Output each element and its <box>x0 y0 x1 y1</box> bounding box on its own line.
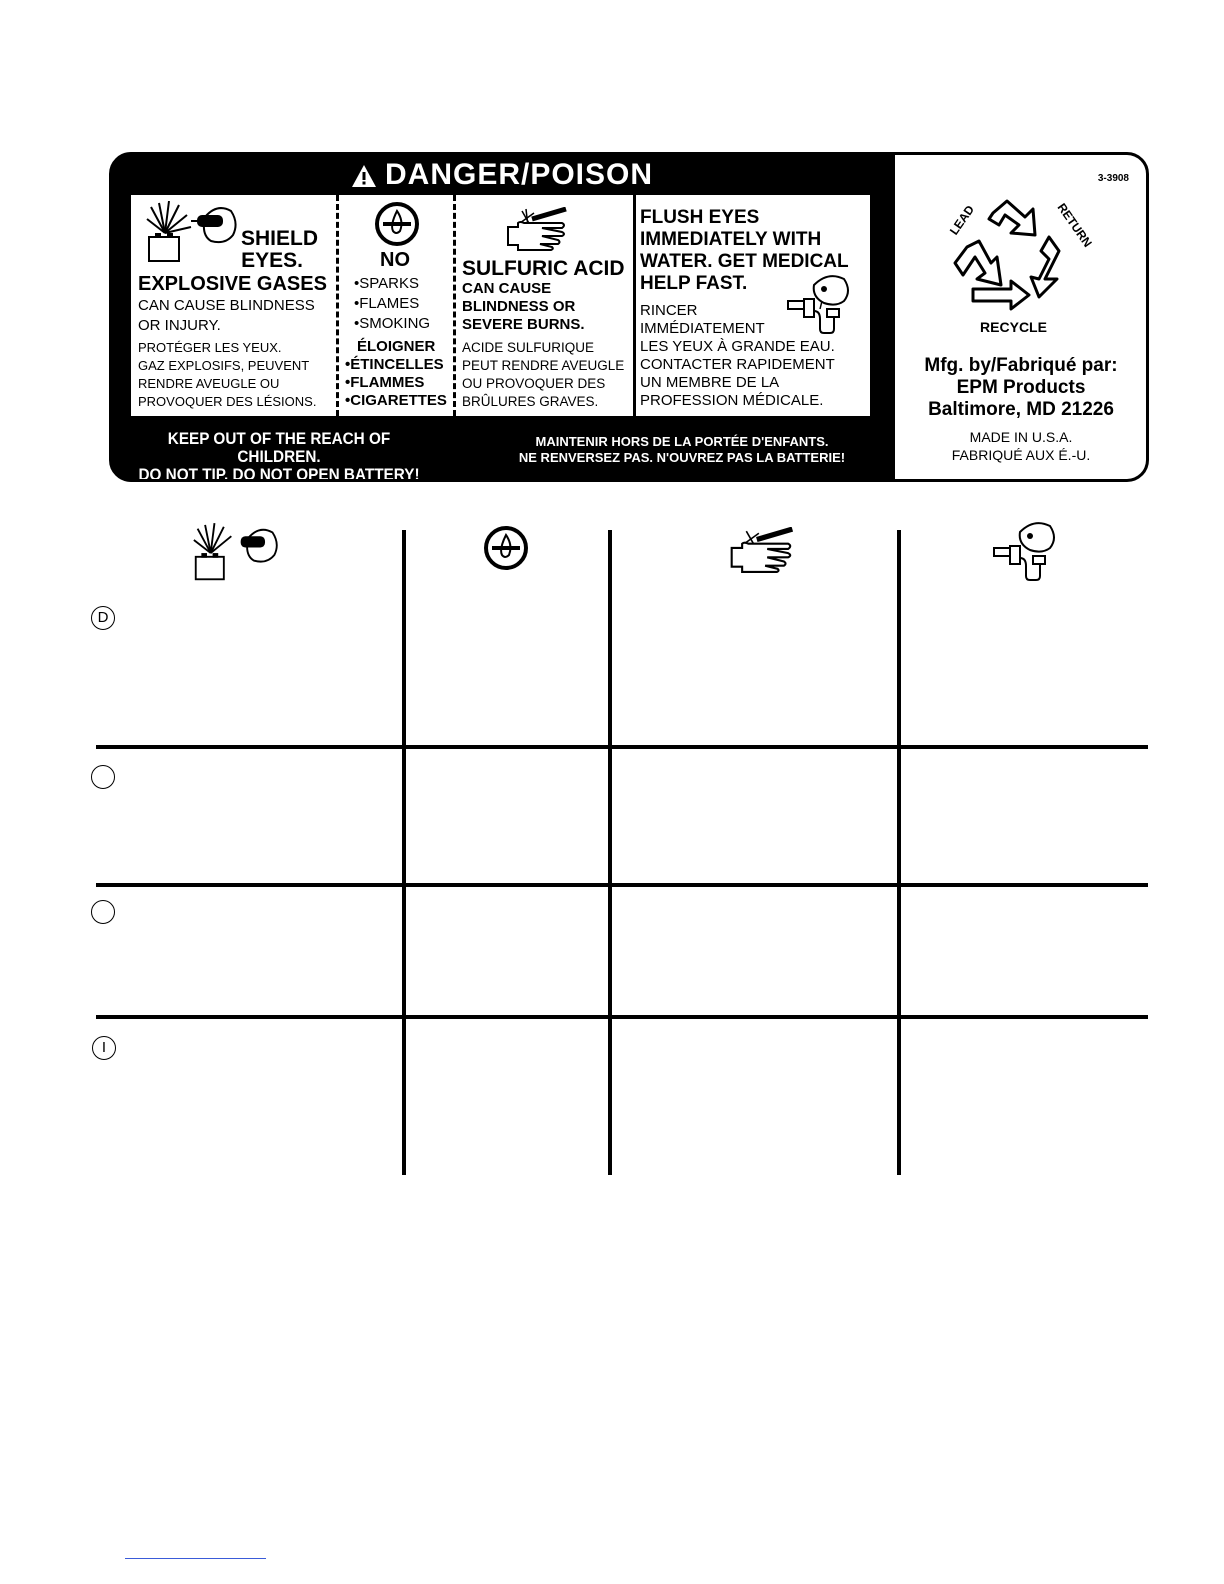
label-warning-area <box>112 155 892 482</box>
footer-link-underline <box>125 1558 266 1559</box>
label-panels <box>131 195 870 416</box>
row-marker: D <box>91 606 115 630</box>
return-text: RETURN <box>1054 200 1095 250</box>
danger-label <box>109 152 1149 482</box>
recycle-panel: 3-3908 LEAD RETURN RECYCLE Mfg. by/Fabriqué par: EPM Products Baltimore, MD 21226 MADE IN U.S.A. FABRIQUÉ AUX É.-U. <box>892 155 1149 479</box>
panel-no-flames: NO •SPARKS •FLAMES •SMOKING ÉLOIGNER •ÉTINCELLES •FLAMMES •CIGARETTES <box>337 195 453 416</box>
table-row-divider <box>96 1015 1148 1019</box>
table-column-divider <box>608 530 612 1175</box>
panel-flush-eyes: FLUSH EYES IMMEDIATELY WITH WATER. GET MEDICAL HELP FAST. RINCER IMMÉDIATEMENT LES YEUX À GRANDE EAU. CONTACTER RAPIDEMENT UN MEMBRE DE LA PROFESSION MÉDICALE. <box>636 195 870 416</box>
recycle-caption: RECYCLE <box>980 319 1047 335</box>
table-column-divider <box>402 530 406 1175</box>
no-heading: NO <box>380 249 410 271</box>
sulfuric-acid-heading: SULFURIC ACID <box>462 257 625 280</box>
heading-eyes: EYES. <box>241 249 303 272</box>
eyewash-faucet-icon <box>784 271 854 337</box>
explosive-gases-heading: EXPLOSIVE GASES <box>138 273 327 295</box>
eyewash-faucet-icon <box>990 518 1060 584</box>
lead-text: LEAD <box>946 202 978 238</box>
part-number: 3-3908 <box>1097 173 1129 184</box>
no-flame-icon <box>374 201 420 247</box>
recycle-icon <box>933 193 1103 317</box>
table-column-divider <box>897 530 901 1175</box>
keep-out-warning: KEEP OUT OF THE REACH OF CHILDREN. DO NOT TIP. DO NOT OPEN BATTERY! <box>138 429 420 482</box>
explosion-goggles-icon <box>145 201 239 267</box>
row-marker <box>91 900 115 924</box>
label-title: DANGER/POISON <box>112 158 892 192</box>
heading-shield: SHIELD <box>241 227 319 250</box>
panel-sulfuric-acid: SULFURIC ACID CAN CAUSE BLINDNESS OR SEVERE BURNS. ACIDE SULFURIQUE PEUT RENDRE AVEUGLE OU PROVOQUER DES BRÛLURES GRAVES. <box>454 195 634 416</box>
row-marker <box>91 765 115 789</box>
panel-shield-eyes: SHIELD EYES. EXPLOSIVE GASES CAN CAUSE BLINDNESS OR INJURY. PROTÉGER LES YEUX. GAZ EXPLOSIFS, PEUVENT RENDRE AVEUGLE OU PROVOQUER DES LÉSIONS. <box>131 195 336 416</box>
acid-hand-icon <box>728 527 796 573</box>
warning-triangle-icon <box>351 164 377 188</box>
table-row-divider <box>96 883 1148 887</box>
explosion-goggles-icon <box>192 522 280 586</box>
row-marker: I <box>92 1036 116 1060</box>
no-flame-icon <box>483 525 529 571</box>
keep-out-warning-fr: MAINTENIR HORS DE LA PORTÉE D'ENFANTS. NE RENVERSEZ PAS. N'OUVREZ PAS LA BATTERIE! <box>518 434 846 465</box>
table-row-divider <box>96 745 1148 749</box>
acid-hand-icon <box>506 207 568 251</box>
